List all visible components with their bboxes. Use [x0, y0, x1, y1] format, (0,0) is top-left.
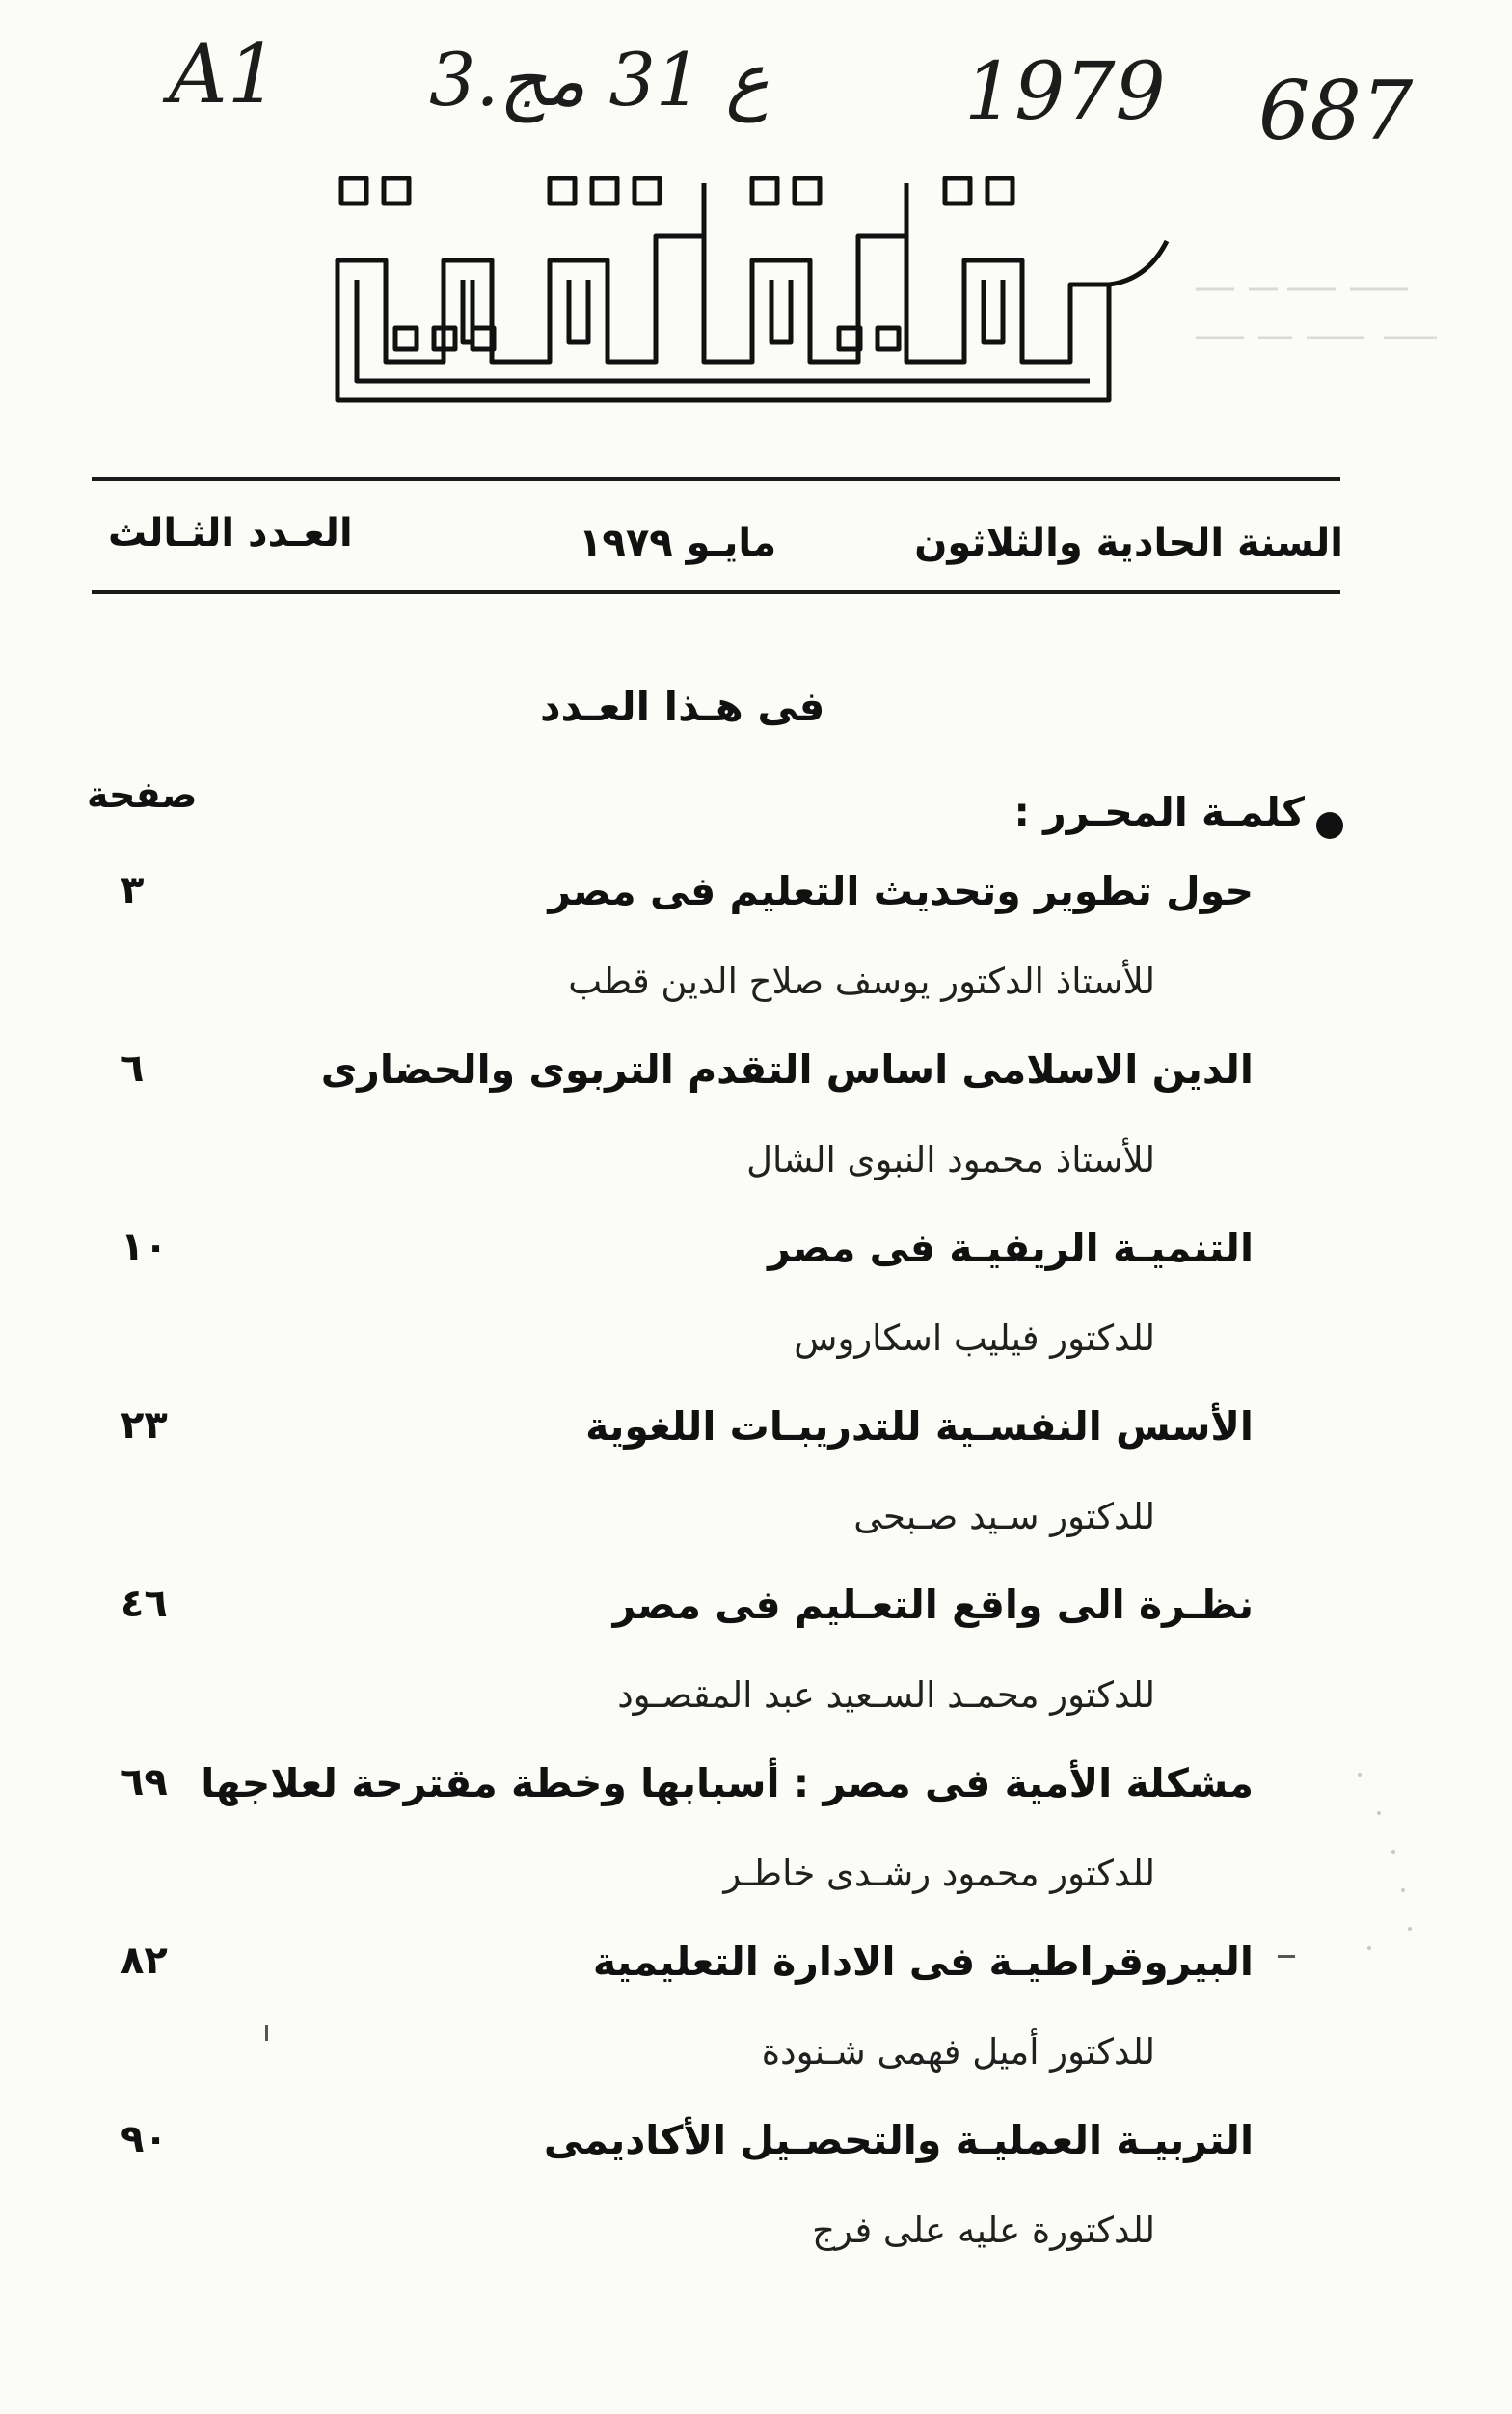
entry-page-number: ٤٦: [121, 1582, 168, 1626]
handwritten-number: 687: [1258, 64, 1414, 158]
entry-author: للدكتور أميل فهمى شـنودة: [761, 2031, 1155, 2073]
bullet-icon: [1316, 812, 1343, 839]
entry-title[interactable]: البيروقراطيـة فى الادارة التعليمية: [592, 1939, 1254, 1985]
toc-entry[interactable]: [0, 2117, 1512, 2310]
top-rule: [92, 477, 1340, 481]
handwritten-call-number: 3.ع 31 مج: [429, 37, 770, 122]
entry-title[interactable]: التربيـة العمليـة والتحصـيل الأكاديمى: [543, 2117, 1254, 2163]
masthead-logo: [328, 145, 1176, 444]
entry-author: للدكتور فيليب اسكاروس: [794, 1317, 1155, 1359]
handwritten-year: 1979: [964, 46, 1166, 138]
issue-date: مايـو ١٩٧٩: [579, 521, 777, 565]
entry-author: للدكتور محمود رشـدى خاطـر: [723, 1853, 1155, 1894]
entry-title[interactable]: التنميـة الريفيـة فى مصر: [768, 1225, 1254, 1271]
toc-entry[interactable]: [0, 1046, 1512, 1239]
entry-page-number: ٨٢: [121, 1939, 168, 1983]
entry-title[interactable]: الأسس النفسـية للتدريبـات اللغوية: [585, 1403, 1254, 1450]
scan-mark: [1278, 1955, 1295, 1958]
entry-page-number: ٩٠: [121, 2117, 168, 2161]
entry-author: للأستاذ الدكتور يوسف صلاح الدين قطب: [568, 961, 1155, 1002]
bottom-rule: [92, 590, 1340, 594]
masthead-logo-graphic: [328, 145, 1176, 444]
toc-entry[interactable]: [0, 1760, 1512, 1953]
entry-page-number: ٦٩: [121, 1760, 168, 1804]
toc-entry[interactable]: [0, 1403, 1512, 1596]
entry-author: للدكتور سـيد صـبحى: [853, 1496, 1155, 1537]
entry-title[interactable]: مشكلة الأمية فى مصر : أسبابها وخطة مقترحة لعلاجها: [201, 1760, 1254, 1806]
page-column-label: صفحة: [87, 773, 198, 816]
entry-page-number: ٢٣: [121, 1403, 168, 1448]
toc-entry[interactable]: [0, 1582, 1512, 1775]
entry-page-number: ١٠: [121, 1225, 168, 1269]
entry-author: للدكتور محمـد السـعيد عبد المقصـود: [617, 1674, 1155, 1716]
editor-label: كلمـة المحـرر :: [1013, 789, 1305, 835]
scan-mark: [265, 2025, 268, 2041]
issue-number: العـدد الثـالث: [108, 511, 353, 556]
entry-title[interactable]: حول تطوير وتحديث التعليم فى مصر: [548, 868, 1254, 914]
faint-stamp: [1191, 270, 1451, 376]
toc-heading: فى هـذا العـدد: [540, 683, 825, 730]
entry-title[interactable]: نظـرة الى واقع التعـليم فى مصر: [612, 1582, 1254, 1628]
entry-page-number: ٦: [121, 1046, 145, 1091]
entry-author: للدكتورة عليه على فرج: [812, 2210, 1155, 2251]
volume-label: السنة الحادية والثلاثون: [914, 521, 1343, 565]
toc-entry[interactable]: [0, 868, 1512, 1061]
entry-title[interactable]: الدين الاسلامى اساس التقدم التربوى والحضارى: [320, 1046, 1254, 1093]
entry-page-number: ٣: [121, 868, 145, 912]
toc-entry[interactable]: [0, 1225, 1512, 1418]
scan-noise: [1350, 1755, 1427, 1967]
entry-author: للأستاذ محمود النبوى الشال: [746, 1139, 1155, 1180]
toc-entry[interactable]: [0, 1939, 1512, 2131]
handwritten-code: A1: [169, 27, 280, 122]
